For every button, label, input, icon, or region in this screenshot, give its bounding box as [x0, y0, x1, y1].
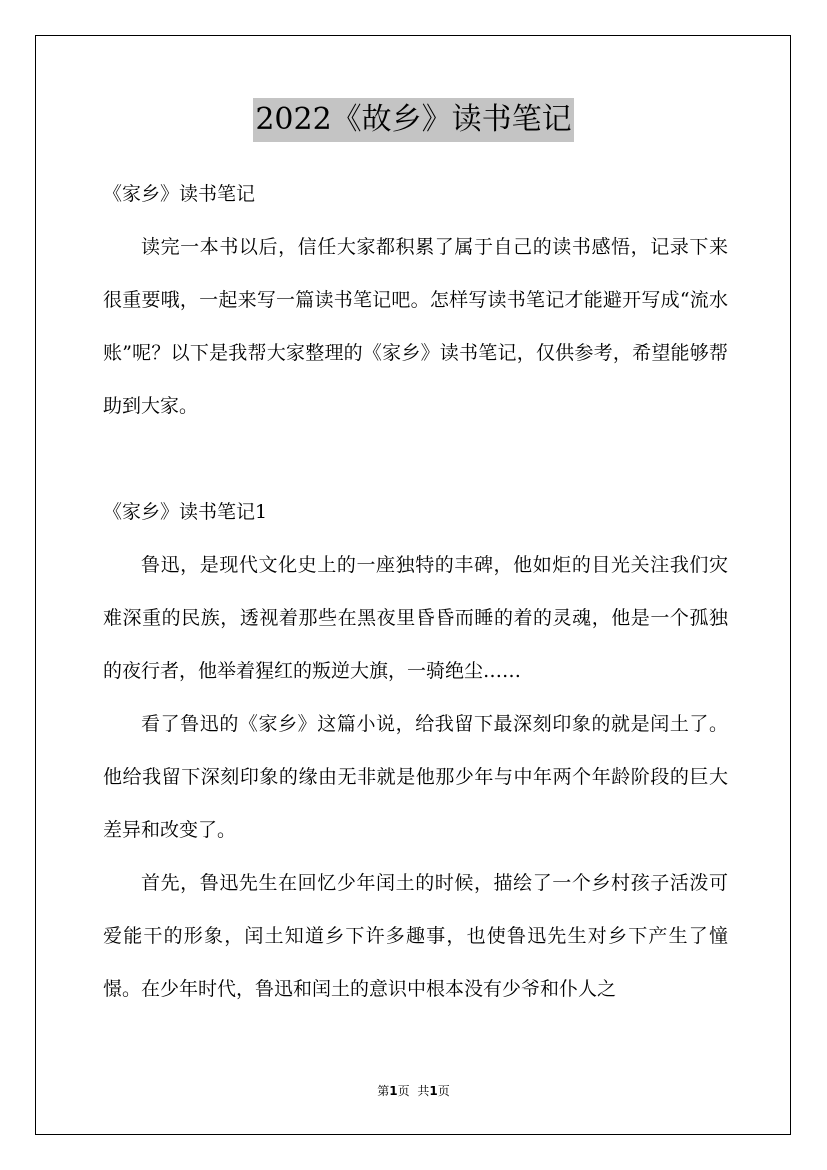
title-container — [0, 98, 827, 142]
intro-heading: 《家乡》读书笔记 — [103, 183, 256, 205]
body-paragraph: 首先，鲁迅先生在回忆少年闰土的时候，描绘了一个乡村孩子活泼可爱能干的形象，闰土知道乡下许多趣事，也使鲁迅先生对乡下产生了憧憬。在少年时代，鲁迅和闰土的意识中根本没有少爷和仆人之 — [103, 872, 728, 1000]
body-paragraph: 鲁迅，是现代文化史上的一座独特的丰碑，他如炬的目光关注我们灾难深重的民族，透视着那些在黑夜里昏昏而睡的着的灵魂，他是一个孤独的夜行者，他举着猩红的叛逆大旗，一骑绝尘…… — [103, 554, 728, 682]
footer-page-number: 1 — [389, 1084, 398, 1098]
footer-total-word: 页 — [437, 1084, 450, 1098]
page-footer — [0, 1083, 827, 1099]
footer-prefix: 第 — [377, 1084, 390, 1098]
footer-total-number: 1 — [429, 1084, 438, 1098]
blank-line — [103, 433, 728, 486]
footer-page-word: 页 — [397, 1084, 410, 1098]
section-1-heading: 《家乡》读书笔记1 — [103, 501, 268, 523]
document-body — [103, 168, 728, 1016]
document-title: 2022《故乡》读书笔记 — [253, 98, 573, 142]
body-paragraph: 看了鲁迅的《家乡》这篇小说，给我留下最深刻印象的就是闰土了。他给我留下深刻印象的缘由无非就是他那少年与中年两个年龄阶段的巨大差异和改变了。 — [103, 713, 728, 841]
intro-paragraph: 读完一本书以后，信任大家都积累了属于自己的读书感悟，记录下来很重要哦，一起来写一篇读书笔记吧。怎样写读书笔记才能避开写成“流水账”呢？以下是我帮大家整理的《家乡》读书笔记，仅供参考，希望能够帮助到大家。 — [103, 236, 728, 417]
footer-total-prefix: 共 — [417, 1084, 430, 1098]
